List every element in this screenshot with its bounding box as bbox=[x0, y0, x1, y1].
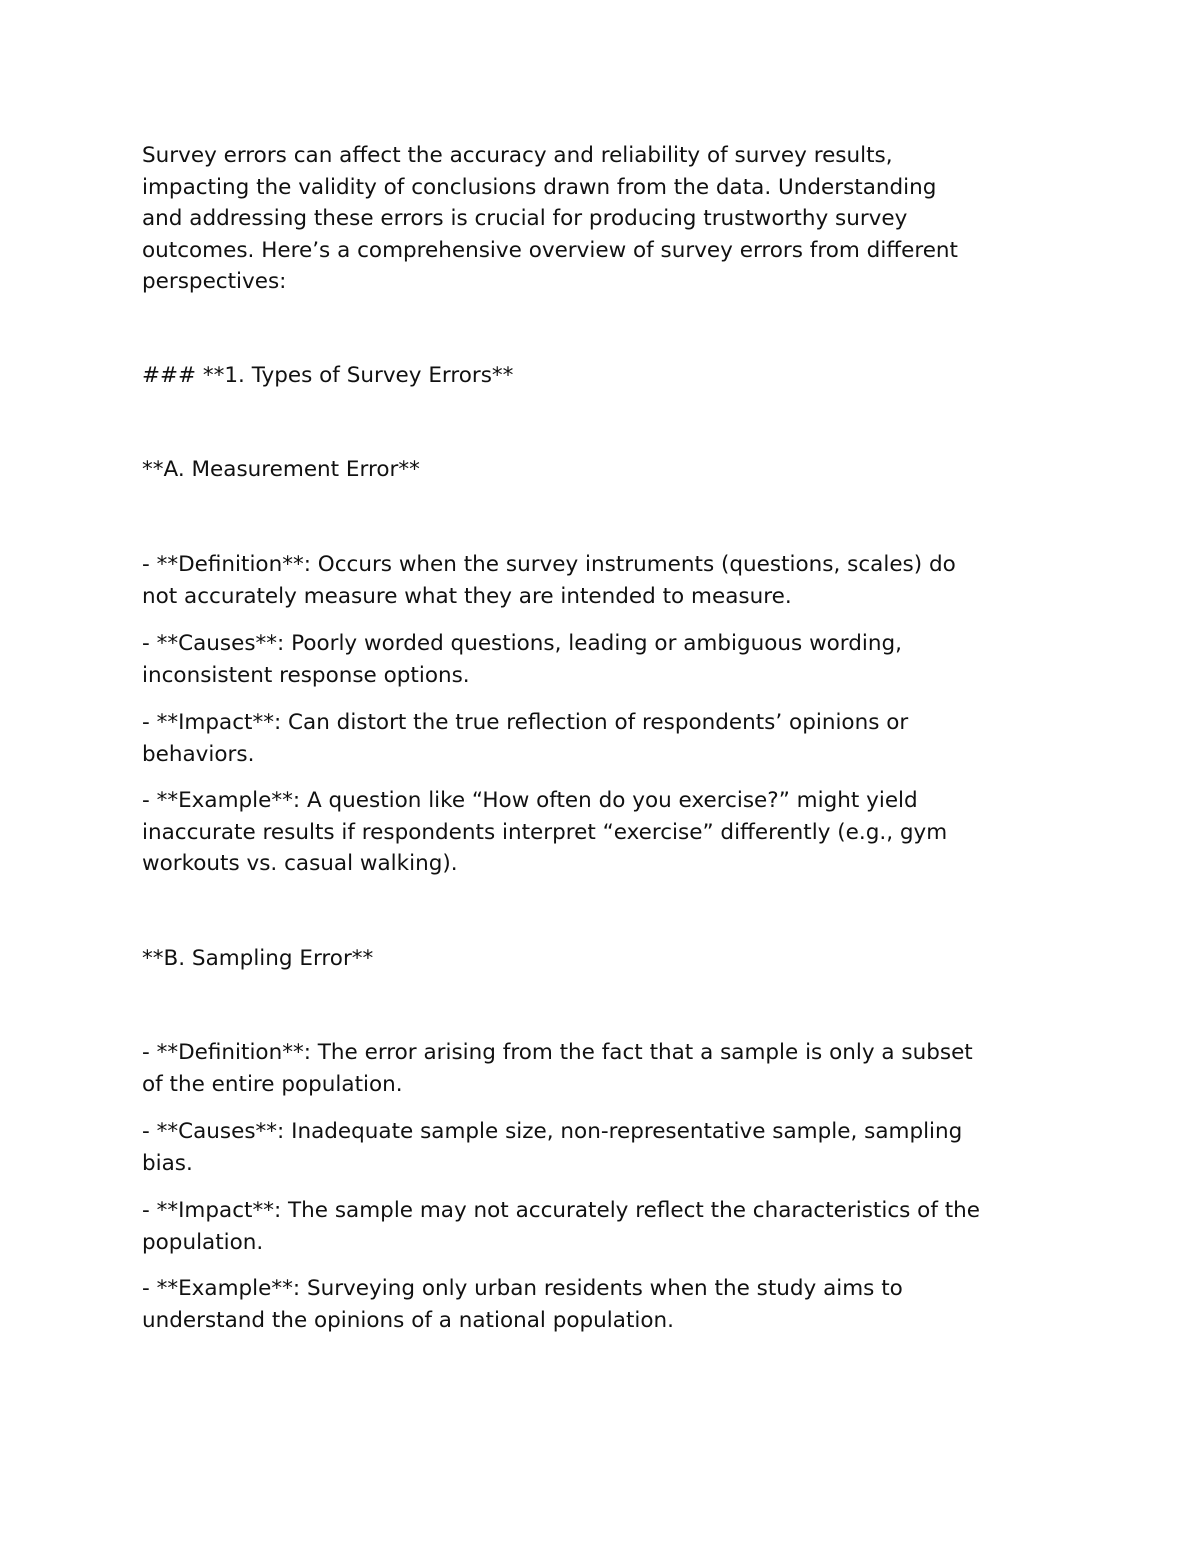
bullet-line: of the entire population. bbox=[142, 1071, 403, 1097]
section-heading bbox=[142, 360, 1082, 392]
section-heading-text: ### **1. Types of Survey Errors** bbox=[142, 363, 514, 388]
bullet-example bbox=[142, 785, 1082, 880]
intro-line: perspectives: bbox=[142, 269, 287, 294]
bullet-line: - **Example**: Surveying only urban residents when the study aims to bbox=[142, 1276, 903, 1301]
bullet-definition bbox=[142, 549, 1082, 612]
bullet-line: population. bbox=[142, 1229, 264, 1255]
subsection-a-heading bbox=[142, 454, 1082, 486]
bullet-line: workouts vs. casual walking). bbox=[142, 851, 458, 876]
bullet-line: - **Definition**: The error arising from the fact that a sample is only a subset bbox=[142, 1040, 973, 1065]
intro-line: Survey errors can affect the accuracy and reliability of survey results, bbox=[142, 143, 893, 168]
bullet-line: - **Example**: A question like “How often do you exercise?” might yield bbox=[142, 788, 918, 813]
bullet-line: inaccurate results if respondents interpret “exercise” differently (e.g., gym bbox=[142, 819, 948, 845]
subsection-heading-text: **B. Sampling Error** bbox=[142, 946, 374, 971]
bullet-line: - **Causes**: Inadequate sample size, non-representative sample, sampling bbox=[142, 1119, 963, 1144]
bullet-line: understand the opinions of a national population. bbox=[142, 1307, 674, 1333]
subsection-b-heading bbox=[142, 943, 1082, 975]
bullet-impact bbox=[142, 1195, 1082, 1258]
bullet-line: - **Definition**: Occurs when the survey instruments (questions, scales) do bbox=[142, 552, 956, 577]
bullet-line: - **Causes**: Poorly worded questions, leading or ambiguous wording, bbox=[142, 631, 902, 656]
intro-line: and addressing these errors is crucial for producing trustworthy survey bbox=[142, 206, 908, 231]
bullet-definition bbox=[142, 1037, 1082, 1100]
bullet-line: not accurately measure what they are intended to measure. bbox=[142, 583, 792, 609]
intro-paragraph bbox=[142, 140, 1082, 298]
bullet-line: behaviors. bbox=[142, 741, 255, 767]
bullet-line: - **Impact**: Can distort the true reflection of respondents’ opinions or bbox=[142, 710, 909, 735]
bullet-causes bbox=[142, 628, 1082, 691]
bullet-line: bias. bbox=[142, 1150, 193, 1176]
bullet-example bbox=[142, 1273, 1082, 1336]
intro-line: outcomes. Here’s a comprehensive overview of survey errors from different bbox=[142, 237, 958, 263]
bullet-line: - **Impact**: The sample may not accurately reflect the characteristics of the bbox=[142, 1198, 981, 1223]
bullet-impact bbox=[142, 707, 1082, 770]
bullet-line: inconsistent response options. bbox=[142, 662, 470, 688]
bullet-causes bbox=[142, 1116, 1082, 1179]
intro-line: impacting the validity of conclusions drawn from the data. Understanding bbox=[142, 174, 937, 200]
subsection-heading-text: **A. Measurement Error** bbox=[142, 457, 420, 482]
